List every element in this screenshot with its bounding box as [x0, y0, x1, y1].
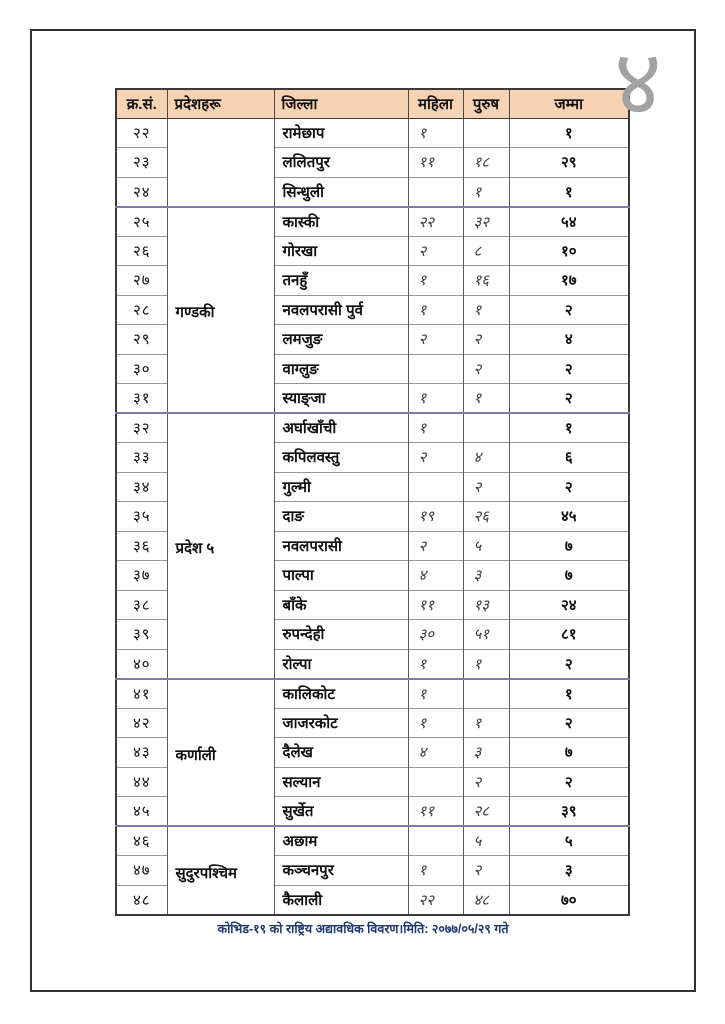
- male-count-cell: १६: [463, 266, 509, 296]
- serial-number-cell: २३: [116, 148, 167, 178]
- serial-number-cell: ३४: [116, 472, 167, 502]
- header-total: जम्मा: [509, 89, 629, 118]
- district-cell: सिन्धुली: [274, 177, 408, 207]
- male-count-cell: १: [463, 384, 509, 414]
- serial-number-cell: २२: [116, 118, 167, 148]
- female-count-cell: १: [408, 266, 463, 296]
- male-count-cell: १: [463, 177, 509, 207]
- female-count-cell: [408, 472, 463, 502]
- serial-number-cell: २६: [116, 236, 167, 266]
- serial-number-cell: ३८: [116, 590, 167, 620]
- female-count-cell: ४: [408, 738, 463, 768]
- male-count-cell: ८: [463, 236, 509, 266]
- total-count-cell: ५: [509, 826, 629, 856]
- header-female: महिला: [408, 89, 463, 118]
- district-cell: गुल्मी: [274, 472, 408, 502]
- total-count-cell: २: [509, 384, 629, 414]
- female-count-cell: १: [408, 295, 463, 325]
- female-count-cell: २२: [408, 207, 463, 237]
- serial-number-cell: ४७: [116, 856, 167, 886]
- total-count-cell: ७: [509, 531, 629, 561]
- female-count-cell: [408, 354, 463, 384]
- serial-number-cell: ४०: [116, 649, 167, 679]
- male-count-cell: २: [463, 354, 509, 384]
- district-cell: सुर्खेत: [274, 797, 408, 827]
- total-count-cell: ४५: [509, 502, 629, 532]
- serial-number-cell: ४५: [116, 797, 167, 827]
- female-count-cell: १: [408, 708, 463, 738]
- total-count-cell: ७: [509, 561, 629, 591]
- province-cell: प्रदेश ५: [167, 413, 274, 679]
- table-header: [116, 89, 629, 118]
- serial-number-cell: ४८: [116, 885, 167, 915]
- total-count-cell: १७: [509, 266, 629, 296]
- province-cell: [167, 118, 274, 207]
- total-count-cell: २: [509, 354, 629, 384]
- male-count-cell: ५: [463, 531, 509, 561]
- table-row: [116, 118, 629, 148]
- female-count-cell: ४: [408, 561, 463, 591]
- male-count-cell: १३: [463, 590, 509, 620]
- total-count-cell: ३: [509, 856, 629, 886]
- district-cell: गोरखा: [274, 236, 408, 266]
- male-count-cell: २: [463, 767, 509, 797]
- province-cell: सुदुरपश्चिम: [167, 826, 274, 915]
- district-cell: पाल्पा: [274, 561, 408, 591]
- district-cell: कालिकोट: [274, 679, 408, 709]
- total-count-cell: ३९: [509, 797, 629, 827]
- serial-number-cell: ४१: [116, 679, 167, 709]
- total-count-cell: २: [509, 472, 629, 502]
- serial-number-cell: ४४: [116, 767, 167, 797]
- serial-number-cell: ३५: [116, 502, 167, 532]
- female-count-cell: १९: [408, 502, 463, 532]
- total-count-cell: २९: [509, 148, 629, 178]
- total-count-cell: १: [509, 118, 629, 148]
- header-male: पुरुष: [463, 89, 509, 118]
- female-count-cell: ११: [408, 797, 463, 827]
- serial-number-cell: २९: [116, 325, 167, 355]
- male-count-cell: [463, 413, 509, 443]
- male-count-cell: ३२: [463, 207, 509, 237]
- district-cell: रुपन्देही: [274, 620, 408, 650]
- district-cell: स्याङ्जा: [274, 384, 408, 414]
- male-count-cell: २: [463, 472, 509, 502]
- district-cell: जाजरकोट: [274, 708, 408, 738]
- female-count-cell: ११: [408, 148, 463, 178]
- male-count-cell: ४: [463, 443, 509, 473]
- male-count-cell: ५: [463, 826, 509, 856]
- total-count-cell: १: [509, 679, 629, 709]
- female-count-cell: २: [408, 531, 463, 561]
- serial-number-cell: ३१: [116, 384, 167, 414]
- province-cell: कर्णाली: [167, 679, 274, 827]
- total-count-cell: ६: [509, 443, 629, 473]
- female-count-cell: १: [408, 856, 463, 886]
- female-count-cell: १: [408, 679, 463, 709]
- header-district: जिल्ला: [274, 89, 408, 118]
- male-count-cell: २: [463, 856, 509, 886]
- female-count-cell: [408, 177, 463, 207]
- district-cell: वाग्लुङ: [274, 354, 408, 384]
- district-cell: दैलेख: [274, 738, 408, 768]
- header-provinces: प्रदेशहरू: [167, 89, 274, 118]
- female-count-cell: [408, 826, 463, 856]
- district-cell: कास्की: [274, 207, 408, 237]
- male-count-cell: १: [463, 708, 509, 738]
- document-page: [30, 29, 696, 992]
- serial-number-cell: ४६: [116, 826, 167, 856]
- district-cell: रोल्पा: [274, 649, 408, 679]
- serial-number-cell: २७: [116, 266, 167, 296]
- district-cell: सल्यान: [274, 767, 408, 797]
- serial-number-cell: ३०: [116, 354, 167, 384]
- district-cell: तनहुँ: [274, 266, 408, 296]
- female-count-cell: [408, 767, 463, 797]
- table-row: [116, 207, 629, 237]
- district-cell: दाङ: [274, 502, 408, 532]
- total-count-cell: ७: [509, 738, 629, 768]
- total-count-cell: ७०: [509, 885, 629, 915]
- male-count-cell: [463, 118, 509, 148]
- serial-number-cell: ३७: [116, 561, 167, 591]
- female-count-cell: १: [408, 384, 463, 414]
- male-count-cell: २६: [463, 502, 509, 532]
- table-body: [116, 118, 629, 915]
- total-count-cell: १: [509, 177, 629, 207]
- female-count-cell: २: [408, 325, 463, 355]
- total-count-cell: ५४: [509, 207, 629, 237]
- female-count-cell: १: [408, 649, 463, 679]
- district-cell: रामेछाप: [274, 118, 408, 148]
- serial-number-cell: २४: [116, 177, 167, 207]
- female-count-cell: २: [408, 236, 463, 266]
- district-cell: कञ्चनपुर: [274, 856, 408, 886]
- serial-number-cell: ३६: [116, 531, 167, 561]
- header-serial-number: क्र.सं.: [116, 89, 167, 118]
- total-count-cell: ४: [509, 325, 629, 355]
- female-count-cell: १: [408, 118, 463, 148]
- male-count-cell: २: [463, 325, 509, 355]
- female-count-cell: २: [408, 443, 463, 473]
- province-cell: गण्डकी: [167, 207, 274, 414]
- female-count-cell: ३०: [408, 620, 463, 650]
- district-cell: लमजुङ: [274, 325, 408, 355]
- male-count-cell: ५१: [463, 620, 509, 650]
- district-cell: नवलपरासी: [274, 531, 408, 561]
- female-count-cell: २२: [408, 885, 463, 915]
- total-count-cell: २: [509, 649, 629, 679]
- female-count-cell: १: [408, 413, 463, 443]
- serial-number-cell: २५: [116, 207, 167, 237]
- page-number-watermark: ४: [614, 32, 662, 134]
- header-row: [116, 89, 629, 118]
- male-count-cell: २८: [463, 797, 509, 827]
- serial-number-cell: ३९: [116, 620, 167, 650]
- male-count-cell: १: [463, 295, 509, 325]
- table-row: [116, 679, 629, 709]
- district-cell: ललितपुर: [274, 148, 408, 178]
- total-count-cell: ८१: [509, 620, 629, 650]
- total-count-cell: २: [509, 708, 629, 738]
- total-count-cell: १: [509, 413, 629, 443]
- footer-caption: कोभिड-१९ को राष्ट्रिय अद्यावधिक विवरण।मिति: २०७७/०५/२९ गते: [217, 922, 509, 936]
- total-count-cell: १०: [509, 236, 629, 266]
- male-count-cell: ४८: [463, 885, 509, 915]
- serial-number-cell: २८: [116, 295, 167, 325]
- district-cell: कैलाली: [274, 885, 408, 915]
- serial-number-cell: ३३: [116, 443, 167, 473]
- district-cell: अछाम: [274, 826, 408, 856]
- male-count-cell: १: [463, 649, 509, 679]
- serial-number-cell: ३२: [116, 413, 167, 443]
- female-count-cell: ११: [408, 590, 463, 620]
- district-cell: बाँके: [274, 590, 408, 620]
- district-cell: नवलपरासी पुर्व: [274, 295, 408, 325]
- district-cell: कपिलवस्तु: [274, 443, 408, 473]
- district-cell: अर्घाखाँची: [274, 413, 408, 443]
- male-count-cell: ३: [463, 561, 509, 591]
- total-count-cell: २४: [509, 590, 629, 620]
- male-count-cell: ३: [463, 738, 509, 768]
- covid-district-table: [115, 88, 630, 916]
- serial-number-cell: ४३: [116, 738, 167, 768]
- male-count-cell: [463, 679, 509, 709]
- total-count-cell: २: [509, 295, 629, 325]
- table-row: [116, 826, 629, 856]
- table-row: [116, 413, 629, 443]
- total-count-cell: २: [509, 767, 629, 797]
- serial-number-cell: ४२: [116, 708, 167, 738]
- male-count-cell: १८: [463, 148, 509, 178]
